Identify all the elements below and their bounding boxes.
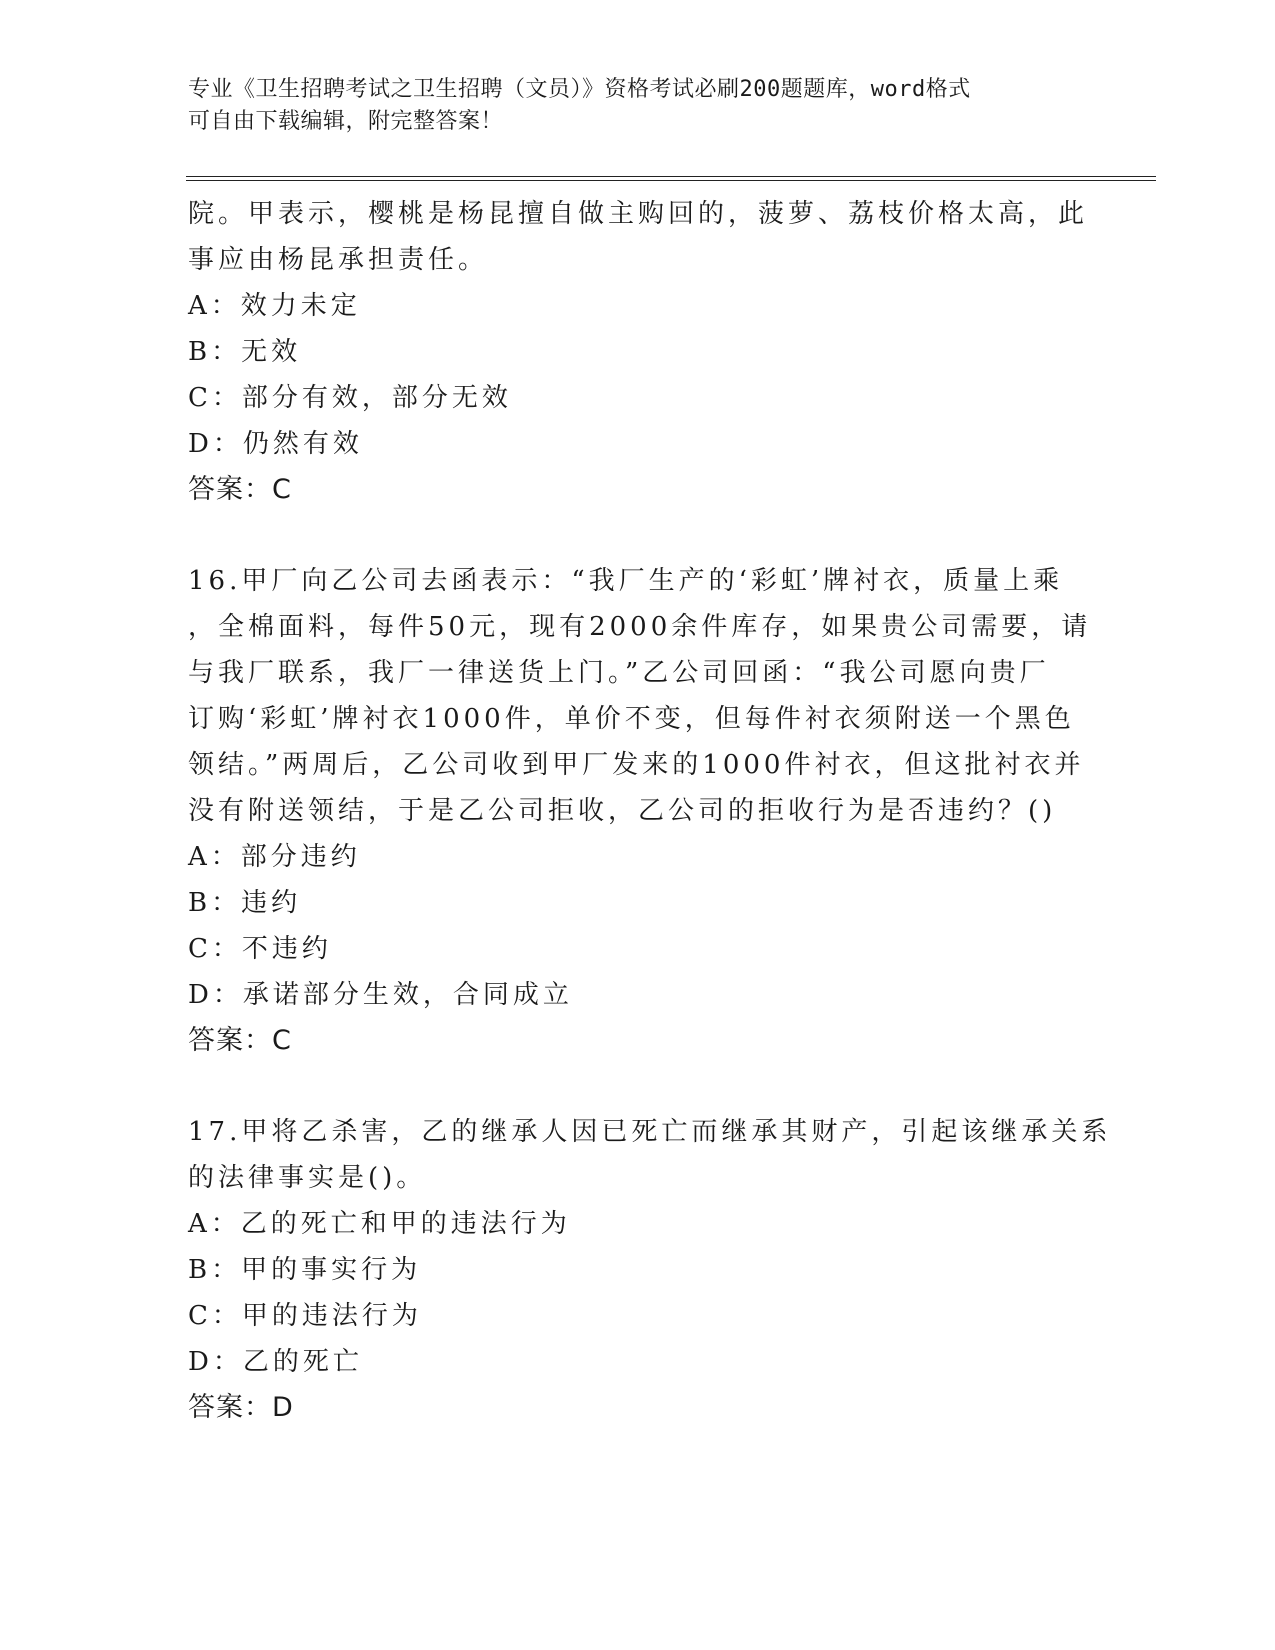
question-15 [188, 191, 1088, 513]
question-stem-line: 领结。”两周后，乙公司收到甲厂发来的1000件衬衣，但这批衬衣并 [188, 750, 1085, 780]
question-stem-line: 院。甲表示，樱桃是杨昆擅自做主购回的，菠萝、荔枝价格太高，此 [188, 199, 1089, 229]
document-header [188, 74, 1088, 138]
question-stem-line: 订购‘彩虹’牌衬衣1000件，单价不变，但每件衬衣须附送一个黑色 [188, 704, 1075, 734]
option-b: B：甲的事实行为 [188, 1255, 422, 1285]
question-stem-line: 与我厂联系，我厂一律送货上门。”乙公司回函：“我公司愿向贵厂 [188, 658, 1050, 688]
option-d: D：乙的死亡 [188, 1347, 363, 1377]
option-c: C：甲的违法行为 [188, 1301, 422, 1331]
header-title-line-1: 专业《卫生招聘考试之卫生招聘（文员）》资格考试必刷200题题库，word格式 [188, 77, 971, 102]
question-stem-line: ，全棉面料，每件50元，现有2000余件库存，如果贵公司需要，请 [188, 612, 1092, 642]
question-stem-line: 的法律事实是()。 [188, 1163, 427, 1193]
question-stem-line: 事应由杨昆承担责任。 [188, 245, 489, 275]
option-d: D：承诺部分生效，合同成立 [188, 980, 573, 1010]
question-stem-line: 没有附送领结，于是乙公司拒收，乙公司的拒收行为是否违约？() [188, 796, 1057, 826]
question-stem-line: 17.甲将乙杀害，乙的继承人因已死亡而继承其财产，引起该继承关系 [188, 1117, 1112, 1147]
header-title-line-2: 可自由下载编辑，附完整答案！ [188, 109, 504, 134]
question-16 [188, 558, 1092, 1064]
option-b: B：违约 [188, 888, 302, 918]
option-c: C：部分有效，部分无效 [188, 383, 512, 413]
header-divider [186, 176, 1156, 181]
option-c: C：不违约 [188, 934, 332, 964]
option-d: D：仍然有效 [188, 429, 363, 459]
answer-line: 答案：D [188, 1392, 294, 1423]
answer-line: 答案：C [188, 1025, 292, 1056]
option-a: A：效力未定 [188, 291, 361, 321]
option-b: B：无效 [188, 337, 302, 367]
question-17 [188, 1109, 1112, 1431]
question-content [188, 191, 1112, 1431]
answer-line: 答案：C [188, 474, 292, 505]
question-stem-line: 16.甲厂向乙公司去函表示：“我厂生产的‘彩虹’牌衬衣，质量上乘 [188, 566, 1064, 596]
option-a: A：乙的死亡和甲的违法行为 [188, 1209, 571, 1239]
option-a: A：部分违约 [188, 842, 361, 872]
question-spacer [188, 513, 1088, 558]
question-spacer [188, 1064, 1088, 1109]
